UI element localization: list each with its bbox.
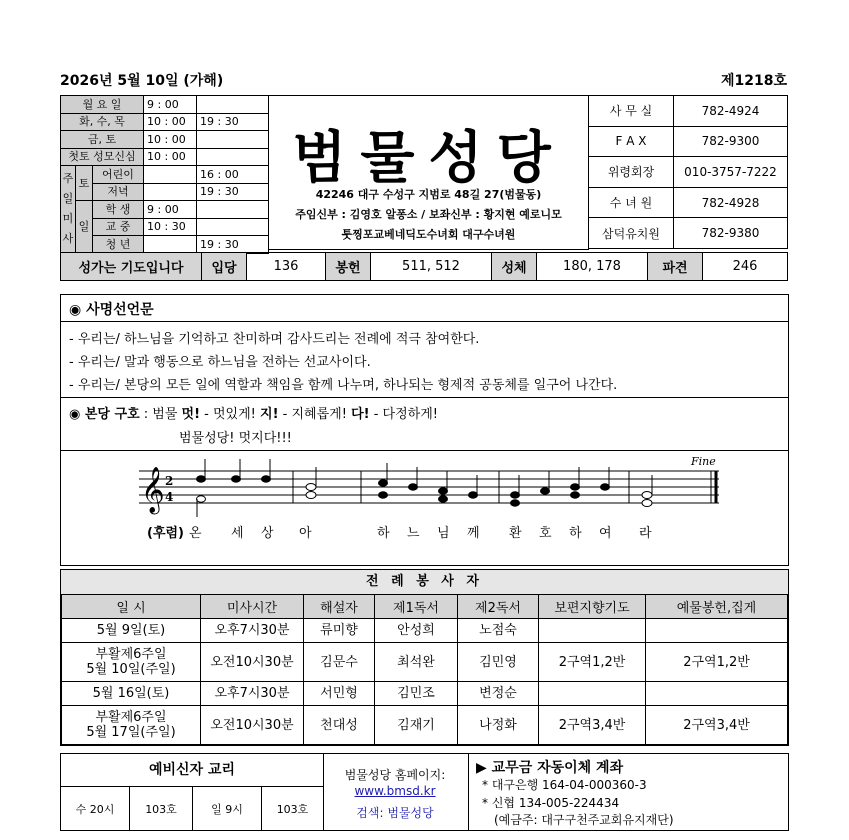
column-header: 해설자 xyxy=(304,595,375,619)
entrance-hymn: 136 xyxy=(247,253,326,281)
server-date: 5월 9일(토) xyxy=(62,619,201,643)
mass-day-label: 월 요 일 xyxy=(61,96,144,114)
homepage-link[interactable]: www.bmsd.kr xyxy=(354,784,436,798)
column-header: 예물봉헌,집게 xyxy=(646,595,788,619)
server-reading2: 나정화 xyxy=(458,706,539,745)
lyric-syllable: 상 xyxy=(261,526,274,541)
sunday-label-char: 일 xyxy=(62,192,74,206)
mission-line: - 우리는/ 본당의 모든 일에 역할과 책임을 함께 나누며, 하나되는 형제적 공동체를 일구어 나간다. xyxy=(69,378,618,393)
mass-type-label: 저녁 xyxy=(93,183,144,201)
time-signature-top: 2 xyxy=(165,474,174,488)
church-pastors: 주임신부 : 김영호 알퐁소 / 보좌신부 : 황지현 예로니모 xyxy=(295,208,562,221)
staff-lines xyxy=(139,471,719,503)
mass-row-youth xyxy=(61,236,269,254)
contact-label: 수 녀 원 xyxy=(589,187,674,218)
contact-row xyxy=(589,187,788,218)
lyric-syllable: 라 xyxy=(639,526,652,541)
contact-row xyxy=(589,126,788,157)
contact-value: 782-9380 xyxy=(674,218,788,249)
mass-row-first-sat xyxy=(61,148,269,166)
server-prayer xyxy=(539,619,646,643)
lyric-syllable: 느 xyxy=(407,526,420,541)
motto-title: ◉ 본당 구호 xyxy=(69,407,140,422)
contact-row xyxy=(589,218,788,249)
bank-title: ▶ 교무금 자동이체 계좌 xyxy=(476,760,624,776)
church-address: 42246 대구 수성구 지범로 48길 27(범물동) xyxy=(315,188,542,201)
lyric-syllable: 님 xyxy=(437,526,450,541)
mass-row-fri-sat xyxy=(61,131,269,149)
mass-time xyxy=(197,131,269,149)
homepage-search-hint: 검색: 범물성당 xyxy=(356,806,434,820)
server-date-feast: 부활제6주일 xyxy=(95,647,167,662)
catechism-row xyxy=(61,787,323,830)
column-header: 보편지향기도 xyxy=(539,595,646,619)
mass-time: 19 : 30 xyxy=(197,236,269,254)
server-date: 5월 16일(토) xyxy=(62,682,201,706)
mass-type-label: 청 년 xyxy=(93,236,144,254)
mass-type-label: 교 중 xyxy=(93,218,144,236)
mass-time xyxy=(144,236,197,254)
bank-account-line: * 신협 134-005-224434 xyxy=(482,796,620,810)
dismissal-hymn: 246 xyxy=(703,253,788,281)
server-prayer: 2구역1,2반 xyxy=(539,643,646,682)
time-signature-bottom: 4 xyxy=(165,490,174,504)
mass-row-children xyxy=(61,166,269,184)
server-date xyxy=(62,643,201,682)
server-time: 오전10시30분 xyxy=(201,643,304,682)
lyric-syllable: 여 xyxy=(599,526,612,541)
mass-time: 16 : 00 xyxy=(197,166,269,184)
contact-value: 782-4924 xyxy=(674,96,788,127)
column-header: 일 시 xyxy=(62,595,201,619)
lyric-syllable: 하 xyxy=(377,526,390,541)
catechism-cell: 일 9시 xyxy=(193,787,262,830)
mass-day-label: 화, 수, 목 xyxy=(61,113,144,131)
sunday-day-label: 일 xyxy=(76,201,93,254)
divider xyxy=(61,450,788,451)
mass-time xyxy=(144,183,197,201)
table-row xyxy=(62,682,788,706)
lyric-syllable: 께 xyxy=(467,526,480,541)
communion-hymn: 180, 178 xyxy=(537,253,648,281)
catechism-title: 예비신자 교리 xyxy=(61,754,323,787)
server-commentator: 서민형 xyxy=(304,682,375,706)
catechism-cell: 103호 xyxy=(276,802,309,816)
liturgy-servers-box xyxy=(60,569,789,746)
server-offering: 2구역3,4반 xyxy=(646,706,788,745)
server-reading1: 김재기 xyxy=(375,706,458,745)
lyric-syllable: 호 xyxy=(539,526,552,541)
server-date-feast: 부활제6주일 xyxy=(95,710,167,725)
servers-table xyxy=(61,595,788,745)
server-prayer: 2구역3,4반 xyxy=(539,706,646,745)
lyric-syllable: 하 xyxy=(569,526,582,541)
server-offering xyxy=(646,619,788,643)
server-commentator: 김문수 xyxy=(304,643,375,682)
server-reading2: 노점숙 xyxy=(458,619,539,643)
server-date-day: 5월 10일(주일) xyxy=(86,662,176,677)
homepage-box xyxy=(322,753,469,831)
lyric-syllable: 온 xyxy=(189,526,202,541)
table-row xyxy=(62,619,788,643)
contact-label: 사 무 실 xyxy=(589,96,674,127)
mass-row-student xyxy=(61,201,269,219)
treble-clef-icon: 𝄞 xyxy=(141,467,165,513)
mass-time xyxy=(197,96,269,114)
hymns-label: 성가는 기도입니다 xyxy=(61,253,202,281)
lyric-syllable: 환 xyxy=(509,526,522,541)
server-time: 오후7시30분 xyxy=(201,619,304,643)
dismissal-label: 파견 xyxy=(648,253,703,281)
column-header: 미사시간 xyxy=(201,595,304,619)
bank-transfer-box xyxy=(468,753,789,831)
lyrics xyxy=(189,525,652,541)
divider xyxy=(61,397,788,398)
mass-time: 19 : 30 xyxy=(197,113,269,131)
communion-label: 성체 xyxy=(492,253,537,281)
contact-label: F A X xyxy=(589,126,674,157)
church-title-box xyxy=(269,95,589,250)
contact-label: 삼덕유치원 xyxy=(589,218,674,249)
mass-time: 10 : 00 xyxy=(144,113,197,131)
contact-row xyxy=(589,96,788,127)
server-reading1: 안성희 xyxy=(375,619,458,643)
table-row xyxy=(62,706,788,745)
mass-time: 9 : 00 xyxy=(144,201,197,219)
notes xyxy=(197,459,653,517)
mass-day-label: 첫토 성모신심 xyxy=(61,148,144,166)
contacts-table xyxy=(588,95,788,249)
contact-value: 782-9300 xyxy=(674,126,788,157)
mass-time: 10 : 00 xyxy=(144,131,197,149)
hymns-row xyxy=(61,253,788,281)
mass-time: 9 : 00 xyxy=(144,96,197,114)
server-reading1: 최석완 xyxy=(375,643,458,682)
motto-word: 멋! xyxy=(181,407,201,422)
mission-title: ◉ 사명선언문 xyxy=(69,302,154,318)
mass-type-label: 학 생 xyxy=(93,201,144,219)
fine-marking: Fine xyxy=(691,455,716,468)
mass-time xyxy=(197,148,269,166)
entrance-label: 입당 xyxy=(202,253,247,281)
contact-row xyxy=(589,157,788,188)
server-offering xyxy=(646,682,788,706)
server-commentator: 류미향 xyxy=(304,619,375,643)
music-score xyxy=(61,453,788,563)
mass-type-label: 어린이 xyxy=(93,166,144,184)
mass-day-label: 금, 토 xyxy=(61,131,144,149)
church-convent: 툿찡포교베네딕도수녀회 대구수녀원 xyxy=(341,228,516,241)
catechism-cell: 103호 xyxy=(130,787,193,830)
mass-row-middle xyxy=(61,218,269,236)
server-time: 오전10시30분 xyxy=(201,706,304,745)
offertory-hymn: 511, 512 xyxy=(371,253,492,281)
server-prayer xyxy=(539,682,646,706)
mass-time: 19 : 30 xyxy=(197,183,269,201)
sunday-label-char: 사 xyxy=(62,232,74,246)
server-commentator: 천대성 xyxy=(304,706,375,745)
catechism-table xyxy=(61,787,323,830)
motto-text: - 지혜롭게! xyxy=(278,407,352,422)
mission-line: - 우리는/ 하느님을 기억하고 찬미하며 감사드리는 전례에 적극 참여한다. xyxy=(69,332,480,347)
motto-word: 지! xyxy=(260,407,279,422)
motto-text: - 멋있게! xyxy=(200,407,261,422)
mass-time xyxy=(197,201,269,219)
server-offering: 2구역1,2반 xyxy=(646,643,788,682)
mass-time xyxy=(197,218,269,236)
mass-schedule-table xyxy=(60,95,269,254)
motto-intro: : 범물 xyxy=(139,407,182,422)
mission-header xyxy=(61,295,788,322)
mission-statement-box xyxy=(60,294,789,566)
table-header-row xyxy=(62,595,788,619)
column-header: 제2독서 xyxy=(458,595,539,619)
contact-value: 782-4928 xyxy=(674,187,788,218)
catechism-cell: 수 20시 xyxy=(61,787,130,830)
contact-label: 위령회장 xyxy=(589,157,674,188)
saturday-label: 토 xyxy=(76,166,93,201)
mass-time: 10 : 30 xyxy=(144,218,197,236)
bank-account-line: * 대구은행 164-04-000360-3 xyxy=(482,778,647,792)
mass-row-evening xyxy=(61,183,269,201)
server-reading1: 김민조 xyxy=(375,682,458,706)
sunday-mass-label xyxy=(61,166,76,254)
church-name: 범물성당 xyxy=(292,126,565,191)
sunday-label-char: 미 xyxy=(62,212,74,226)
lyric-syllable: 세 xyxy=(231,526,244,541)
server-time: 오후7시30분 xyxy=(201,682,304,706)
mass-row-monday xyxy=(61,96,269,114)
mass-time: 10 : 00 xyxy=(144,148,197,166)
lyric-syllable: 아 xyxy=(299,526,312,541)
offertory-label: 봉헌 xyxy=(326,253,371,281)
table-row xyxy=(62,643,788,682)
parish-motto xyxy=(69,403,438,422)
server-date-day: 5월 17일(주일) xyxy=(86,725,176,740)
contact-value: 010-3757-7222 xyxy=(674,157,788,188)
hymns-bar xyxy=(60,252,788,281)
issue-number: 제1218호 xyxy=(720,73,787,89)
homepage-label: 범물성당 홈페이지: xyxy=(344,768,446,782)
catechism-box xyxy=(60,753,324,831)
refrain-label: (후렴) xyxy=(147,526,184,541)
bulletin-date: 2026년 5월 10일 (가해) xyxy=(60,73,224,89)
mass-row-tue-wed-thu xyxy=(61,113,269,131)
sunday-label-char: 주 xyxy=(62,172,74,186)
motto-text: - 다정하게! xyxy=(369,407,438,422)
motto-word: 다! xyxy=(351,407,370,422)
server-reading2: 김민영 xyxy=(458,643,539,682)
bank-account-holder: (예금주: 대구구천주교회유지재단) xyxy=(494,813,674,827)
server-date xyxy=(62,706,201,745)
servers-title: 전 례 봉 사 자 xyxy=(61,570,788,595)
column-header: 제1독서 xyxy=(375,595,458,619)
server-reading2: 변정순 xyxy=(458,682,539,706)
motto-cheer: 범물성당! 멋지다!!! xyxy=(179,431,292,446)
mass-time xyxy=(144,166,197,184)
mission-line: - 우리는/ 말과 행동으로 하느님을 전하는 선교사이다. xyxy=(69,355,371,370)
